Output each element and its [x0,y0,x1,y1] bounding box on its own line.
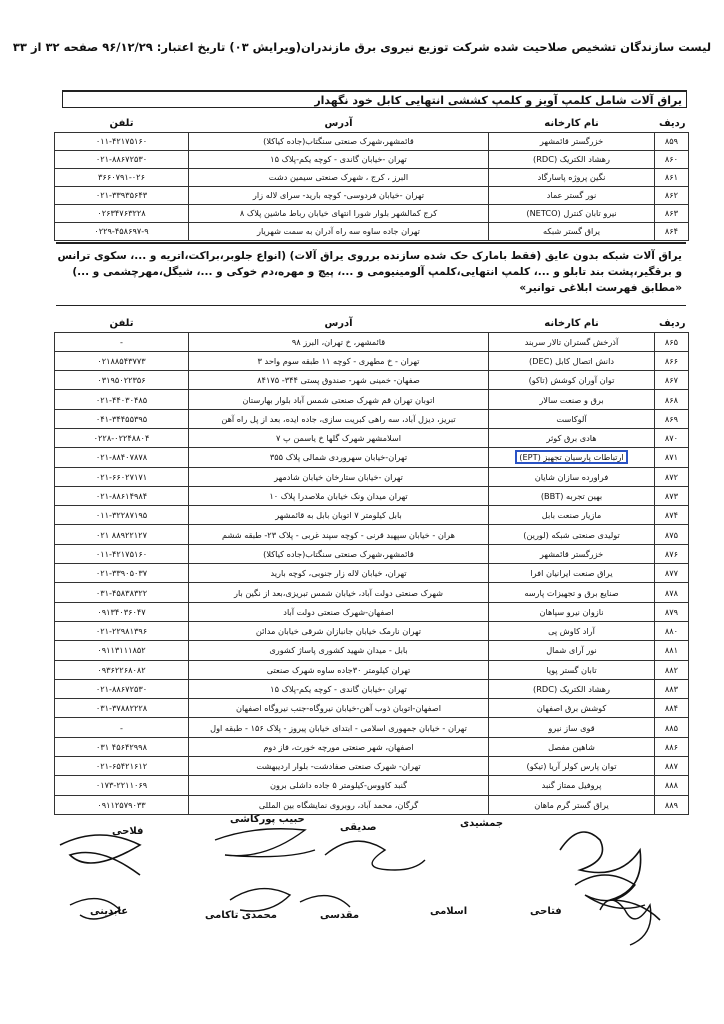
phone-cell: ۰۲۱-۸۸۶۷۲۵۳۰ [55,150,189,168]
address-cell: شهرک صنعتی دولت آباد، خیابان شمس تبریزی،بعد از نگین بار [189,583,489,602]
address-cell: تبریز، دیزل آباد، سه راهی کبریت سازی، جاده ایده، بعد از پل راه آهن [189,409,489,428]
address-cell: اصفهان، شهر صنعتی مورچه خورت، فاز دوم [189,737,489,756]
table-row [55,776,689,795]
table-row [55,371,689,390]
signature-name: حبیب پورکاشی [230,814,305,825]
phone-cell: ۰۲۱-۸۸۶۷۲۵۳۰ [55,679,189,698]
row-number-cell: ۸۷۳ [655,486,689,505]
address-cell: تهران میدان ونک خیابان ملاصدرا پلاک ۱۰ [189,486,489,505]
phone-cell: ۰۲۱-۸۸۴۰۷۸۷۸ [55,448,189,467]
phone-cell: ۰۲۱-۶۶۰۲۷۱۷۱ [55,467,189,486]
address-cell: اتوبان تهران قم شهرک صنعتی شمس آباد بلوار بهارستان [189,390,489,409]
phone-cell: ۰۱۱-۳۲۲۸۷۱۹۵ [55,506,189,525]
phone-cell: ۳۶۶۰۷۹۱-۰۲۶ [55,168,189,186]
company-name-cell: شاهین مفصل [489,737,655,756]
row-number-cell: ۸۷۸ [655,583,689,602]
table-row [55,737,689,756]
company-name-cell: قوی ساز نیرو [489,718,655,737]
phone-cell: ۰۲۶۳۴۷۶۳۲۲۸ [55,204,189,222]
col-header-address: آدرس [324,318,353,330]
row-number-cell: ۸۸۵ [655,718,689,737]
company-name-cell: یراق گستر شبکه [489,222,655,240]
phone-cell: ۰۱۱-۴۲۱۷۵۱۶۰ [55,132,189,150]
table-row [55,602,689,621]
row-number-cell: ۸۸۷ [655,757,689,776]
row-number-cell: ۸۶۸ [655,390,689,409]
col-header-company: نام کارخانه [544,318,599,330]
phone-cell: ۰۳۱-۳۷۸۸۲۲۲۸ [55,699,189,718]
address-cell: تهران جاده ساوه سه راه آدران به سمت شهریار [189,222,489,240]
address-cell: قائمشهر، خ تهران، البرز ۹۸ [189,332,489,351]
phone-cell: ۰۹۱۳۴۰۳۶۰۴۷ [55,602,189,621]
row-number-cell: ۸۶۹ [655,409,689,428]
company-name-cell: یراق گستر گرم ماهان [489,795,655,814]
phone-cell: ۰۲۱-۶۵۴۲۱۶۱۲ [55,757,189,776]
company-name-cell: خزرگستر قائمشهر [489,132,655,150]
signature-scribbles [0,810,724,970]
section1-title: یراق آلات شامل کلمپ آویز و کلمپ کششی انتهایی کابل خود نگهدار [62,90,687,108]
address-cell: اصفهان-اتوبان ذوب آهن-خیابان نیروگاه-جنب نیروگاه اصفهان [189,699,489,718]
table-row [55,757,689,776]
company-name-cell: توان آوران کوشش (تاکو) [489,371,655,390]
phone-cell: ۰۹۱۱۲۵۷۹۰۳۳ [55,795,189,814]
company-name-cell: خزرگستر قائمشهر [489,544,655,563]
address-cell: صفهان- خمینی شهر- صندوق پستی ۳۴۴- ۸۴۱۷۵ [189,371,489,390]
company-name-cell: برق و صنعت سالار [489,390,655,409]
address-cell: قائمشهر،شهرک صنعتی سنگتاب(جاده کیاکلا) [189,544,489,563]
table-row [55,660,689,679]
company-name-cell: کوشش برق اصفهان [489,699,655,718]
row-number-cell: ۸۸۲ [655,660,689,679]
signature-name: محمدی تاکامی [205,910,277,921]
section1-table [54,116,689,241]
phone-cell: ۰۲۱-۳۳۹۰۵۰۳۷ [55,564,189,583]
table-row [55,699,689,718]
table-row [55,467,689,486]
table-row [55,448,689,467]
row-number-cell: ۸۶۶ [655,351,689,370]
row-number-cell: ۸۸۸ [655,776,689,795]
signatures-area [0,810,724,970]
company-name-cell: تولیدی صنعتی شبکه (لورین) [489,525,655,544]
address-cell: تهران- شهرک صنعتی صفادشت- بلوار اردیبهشت [189,757,489,776]
phone-cell: ۰۲۱-۸۸۶۱۴۹۸۴ [55,486,189,505]
company-name-cell: هادی برق کوثر [489,428,655,447]
phone-cell: - [55,718,189,737]
table-row [55,718,689,737]
company-name-cell: مازیار صنعت بابل [489,506,655,525]
row-number-cell: ۸۸۱ [655,641,689,660]
table-row [55,168,689,186]
phone-cell: ۰۲۱ ۸۸۹۲۲۱۲۷ [55,525,189,544]
col-header-num: ردیف [658,118,686,130]
row-number-cell: ۸۵۹ [655,132,689,150]
address-cell: تهران کیلومتر ۳۰جاده ساوه شهرک صنعتی [189,660,489,679]
phone-cell: ۰۱۷۳-۲۲۱۱۰۶۹ [55,776,189,795]
row-number-cell: ۸۷۵ [655,525,689,544]
row-number-cell: ۸۷۰ [655,428,689,447]
company-name-cell: نور گستر عماد [489,186,655,204]
table-row [55,525,689,544]
table-row [55,150,689,168]
row-number-cell: ۸۶۴ [655,222,689,240]
col-header-num: ردیف [658,318,686,330]
table-row [55,544,689,563]
row-number-cell: ۸۶۷ [655,371,689,390]
address-cell: قائمشهر،شهرک صنعتی سنگتاب(جاده کیاکلا) [189,132,489,150]
table-row [55,351,689,370]
row-number-cell: ۸۷۱ [655,448,689,467]
table-row [55,222,689,240]
table-row [55,506,689,525]
company-name-cell: پروفیل ممتاز گنبد [489,776,655,795]
signature-name: مقدسی [320,910,360,921]
signature-name: جمشیدی [460,818,504,829]
row-number-cell: ۸۸۹ [655,795,689,814]
signature-name: صدیقی [340,822,377,833]
row-number-cell: ۸۶۳ [655,204,689,222]
signature-name: عابدینی [90,906,129,917]
phone-cell: - [55,332,189,351]
company-name-cell: نیرو تابان کنترل (NETCO) [489,204,655,222]
phone-cell: ۰۳۱ ۴۵۶۴۲۹۹۸ [55,737,189,756]
company-name-cell: تابان گستر پویا [489,660,655,679]
table-row [55,132,689,150]
signature-name: اسلامی [430,906,468,917]
section1-table-body [55,116,689,240]
address-cell: تهران -خیابان گاندی - کوچه یکم-پلاک ۱۵ [189,679,489,698]
company-name-cell: صنایع برق و تجهیزات پارسه [489,583,655,602]
company-name-cell: بهین تجربه (BBT) [489,486,655,505]
address-cell: تهران - خ مطهری - کوچه ۱۱ طبقه سوم واحد ۳ [189,351,489,370]
table-row [55,332,689,351]
row-number-cell: ۸۶۰ [655,150,689,168]
company-name-cell: آذرخش گستران تالار سربند [489,332,655,351]
row-number-cell: ۸۸۳ [655,679,689,698]
company-name-cell [489,448,655,467]
col-header-phone: تلفن [109,318,134,330]
col-header-phone: تلفن [109,118,134,130]
table-row [55,409,689,428]
table-row [55,564,689,583]
company-name-cell: فراورده سازان شایان [489,467,655,486]
col-header-company: نام کارخانه [544,118,599,130]
company-name-cell: توان پارس کولر آریا (تیکو) [489,757,655,776]
company-name-cell: رهشاد الکتریک (RDC) [489,679,655,698]
table-row [55,486,689,505]
phone-cell: ۰۳۱۹۵۰۲۲۳۵۶ [55,371,189,390]
company-name-cell: آلوکاست [489,409,655,428]
row-number-cell: ۸۷۴ [655,506,689,525]
row-number-cell: ۸۸۰ [655,621,689,640]
company-name-cell: رهشاد الکتریک (RDC) [489,150,655,168]
address-cell: تهران - خیابان جمهوری اسلامی - ابتدای خیابان پیروز - پلاک ۱۵۶ - طبقه اول [189,718,489,737]
company-name-cell: نور آرای شمال [489,641,655,660]
address-cell: اسلامشهر شهرک گلها خ یاسمن پ ۷ [189,428,489,447]
row-number-cell: ۸۷۶ [655,544,689,563]
table-row [55,583,689,602]
phone-cell: ۰۱۱-۴۲۱۷۵۱۶۰ [55,544,189,563]
signature-name: فلاحی [112,826,144,837]
table-row [55,679,689,698]
phone-cell: ۰۹۱۱۳۱۱۱۸۵۲ [55,641,189,660]
company-name-cell: نازوان نیرو سپاهان [489,602,655,621]
table-row [55,641,689,660]
address-cell: بابل - میدان شهید کشوری پاساژ کشوری [189,641,489,660]
address-cell: تهران -خیابان گاندی - کوچه یکم-پلاک ۱۵ [189,150,489,168]
phone-cell: ۰۲۱۸۸۵۴۳۷۷۳ [55,351,189,370]
phone-cell: ۰۳۱-۴۵۸۳۸۳۲۲ [55,583,189,602]
table-row [55,186,689,204]
row-number-cell: ۸۶۵ [655,332,689,351]
section2-table [54,316,689,815]
highlighted-company: ارتباطات پارسیان تجهیز (EPT) [515,450,627,464]
address-cell: گنبد کاووس-کیلومتر ۵ جاده داشلی برون [189,776,489,795]
table-row [55,428,689,447]
company-name-cell: دانش اتصال کابل (DEC) [489,351,655,370]
address-cell: اصفهان-شهرک صنعتی دولت آباد [189,602,489,621]
row-number-cell: ۸۶۱ [655,168,689,186]
address-cell: هران - خیابان سپهبد قرنی - کوچه سپند غربی - پلاک ۲۳- طبقه ششم [189,525,489,544]
row-number-cell: ۸۸۶ [655,737,689,756]
address-cell: تهران -خیابان ستارخان خیابان شادمهر [189,467,489,486]
company-name-cell: آراد کاوش پی [489,621,655,640]
section1-header-row [55,116,689,132]
company-name-cell: یراق صنعت ایرانیان افرا [489,564,655,583]
company-name-cell: نگین پروژه پاسارگاد [489,168,655,186]
phone-cell: ۰۲۱-۴۴۰۳۰۴۸۵ [55,390,189,409]
phone-cell: ۰۹۳۶۲۲۶۸۰۸۲ [55,660,189,679]
table-row [55,204,689,222]
row-number-cell: ۸۷۹ [655,602,689,621]
address-cell: تهران نارمک خیابان جانبازان شرقی خیابان مدائن [189,621,489,640]
address-cell: تهران، خیابان لاله زار جنوبی، کوچه بارید [189,564,489,583]
phone-cell: ۰۲۲۹-۴۵۸۶۹۷-۹ [55,222,189,240]
row-number-cell: ۸۶۲ [655,186,689,204]
section2-header-row [55,316,689,332]
section2-table-body [55,316,689,814]
address-cell: تهران-خیابان سهروردی شمالی پلاک ۳۵۵ [189,448,489,467]
address-cell: کرج کمالشهر بلوار شورا انتهای خیابان رباط ماشین پلاک ۸ [189,204,489,222]
row-number-cell: ۸۷۷ [655,564,689,583]
row-number-cell: ۸۷۲ [655,467,689,486]
table-row [55,621,689,640]
section2-title: یراق آلات شبکه بدون عایق (فقط بامارک حک شده سازنده برروی یراق آلات) (انواع جلوبر،براکت،اتریه و ...، سکوی ترانس و برقگیر،پشت بند تابلو و ...، کلمپ انتهایی،کلمپ آلومینیومی و ...، پیچ و مهره،دم خوکی و ...، شیگل،مهرچشمی و ...) «مطابق فهرست ابلاغی توانیر» [56,242,686,306]
phone-cell: ۰۲۱-۲۲۹۸۱۳۹۶ [55,621,189,640]
address-cell: تهران -خیابان فردوسی- کوچه بارید- سرای لاله زار [189,186,489,204]
row-number-cell: ۸۸۴ [655,699,689,718]
phone-cell: ۰۲۱-۳۳۹۳۵۶۴۳ [55,186,189,204]
phone-cell: ۰۴۱-۳۴۴۵۵۳۹۵ [55,409,189,428]
signature-name: فتاحی [530,906,562,917]
table-row [55,390,689,409]
address-cell: گرگان، محمد آباد، روبروی نمایشگاه بین المللی [189,795,489,814]
phone-cell: ۰۲۲۸-۰۲۲۴۸۸۰۴ [55,428,189,447]
col-header-address: آدرس [324,118,353,130]
address-cell: بابل کیلومتر ۷ اتوبان بابل به قائمشهر [189,506,489,525]
address-cell: البرز ، کرج ، شهرک صنعتی سیمین دشت [189,168,489,186]
document-header: لیست سازندگان تشخیص صلاحیت شده شرکت توزیع نیروی برق مازندران(ویرایش ۰۳) تاریخ اعتبار: ۹۶/۱۲/۲۹ صفحه ۳۲ از ۳۳ [12,40,712,54]
